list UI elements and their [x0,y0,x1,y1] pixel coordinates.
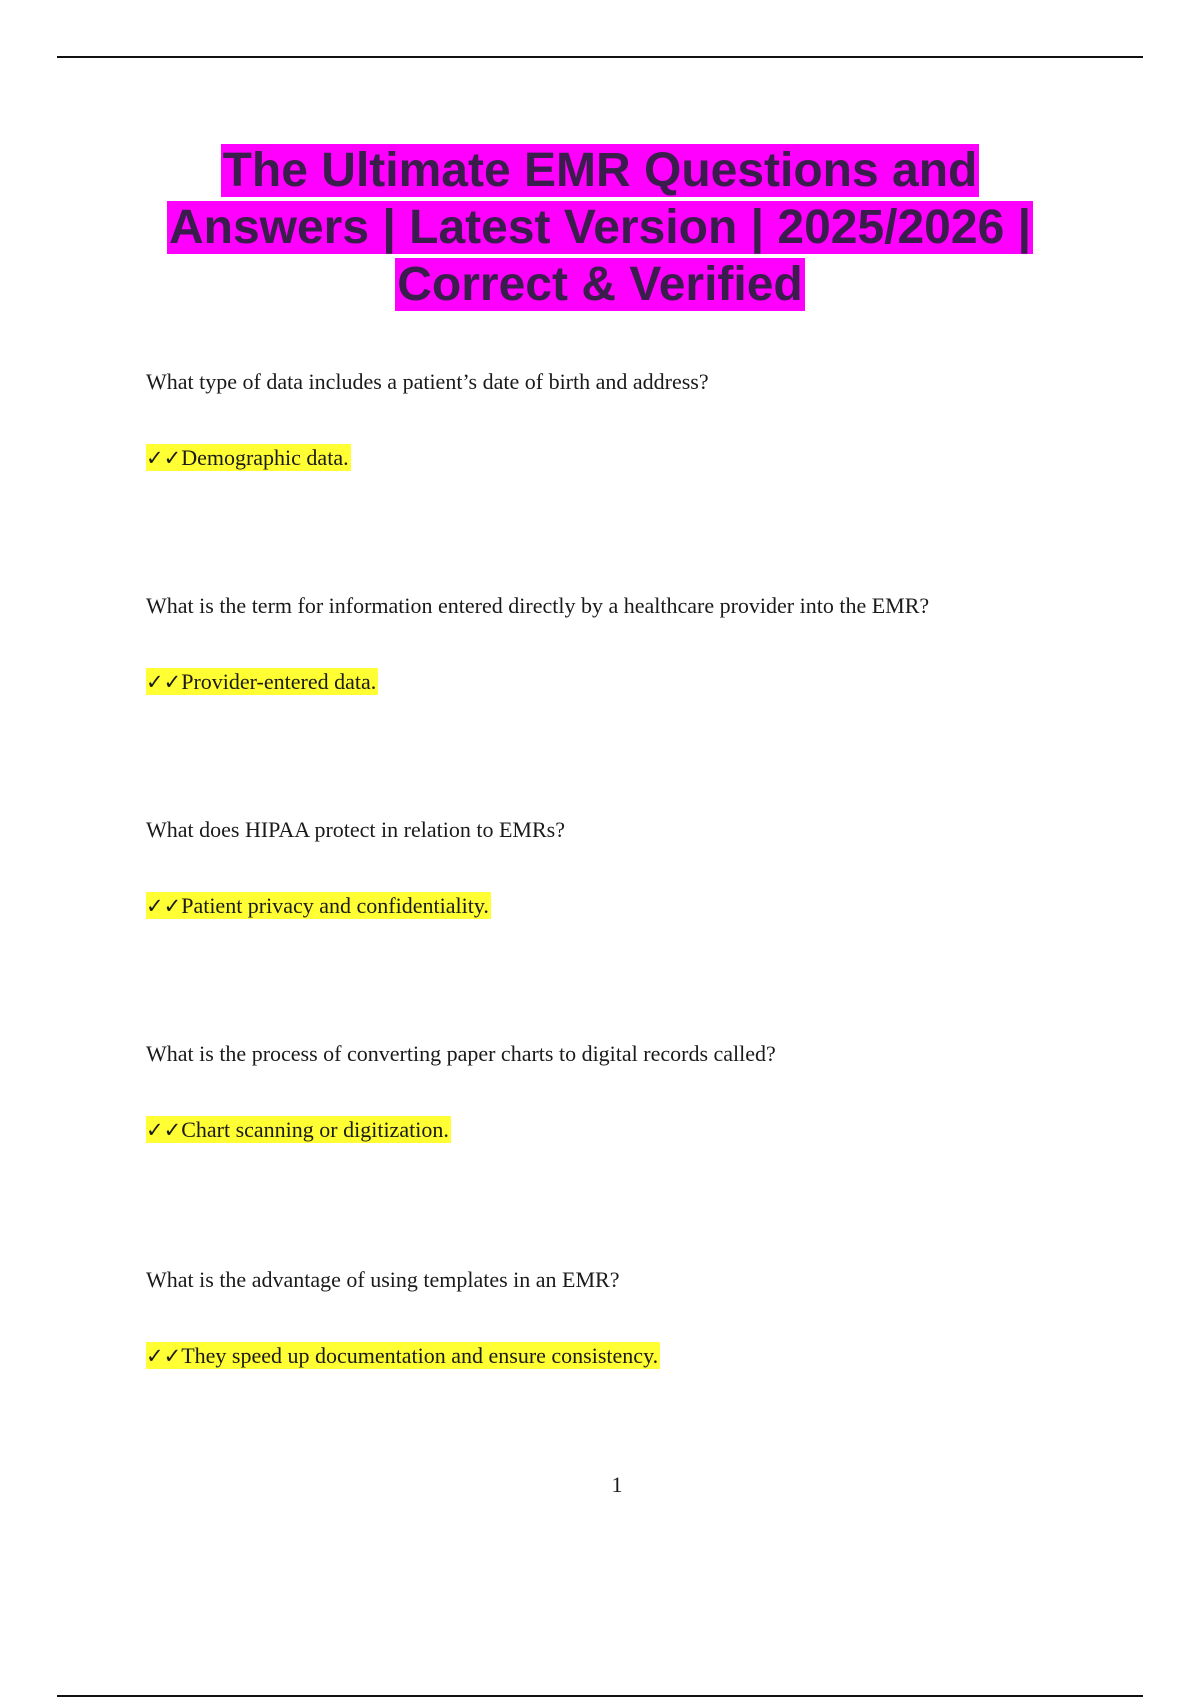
title-line-3: Correct & Verified [397,258,803,311]
question-text: What is the process of converting paper charts to digital records called? [146,1041,776,1066]
qa-item-3 [146,816,1106,918]
answer-text [146,442,351,474]
double-check-icon: ✓✓ [146,894,182,918]
top-rule [57,56,1143,58]
title-line-1: The Ultimate EMR Questions and [222,144,978,197]
double-check-icon: ✓✓ [146,446,182,470]
qa-item-2 [146,592,1106,694]
answer-text [146,890,491,922]
double-check-icon: ✓✓ [146,1344,182,1368]
title-block [100,142,1100,313]
answer-label: Demographic data. [181,445,349,470]
answer-label: Provider-entered data. [181,669,377,694]
page-title [100,142,1100,313]
question-text: What is the advantage of using templates in an EMR? [146,1267,620,1292]
question-text: What is the term for information entered directly by a healthcare provider into the EMR? [146,593,930,618]
question-text: What does HIPAA protect in relation to EMRs? [146,817,565,842]
bottom-rule [57,1695,1143,1697]
answer-text [146,1340,660,1372]
title-line-2: Answers | Latest Version | 2025/2026 | [168,201,1032,254]
qa-item-1 [146,368,1106,470]
question-text: What type of data includes a patient’s date of birth and address? [146,369,709,394]
answer-text [146,666,378,698]
double-check-icon: ✓✓ [146,1118,182,1142]
page-number: 1 [611,1472,623,1497]
answer-label: Chart scanning or digitization. [181,1117,449,1142]
qa-item-4 [146,1040,1106,1142]
double-check-icon: ✓✓ [146,670,182,694]
answer-label: They speed up documentation and ensure consistency. [181,1343,659,1368]
answer-label: Patient privacy and confidentiality. [181,893,489,918]
answer-text [146,1114,451,1146]
qa-item-5 [146,1266,1106,1368]
